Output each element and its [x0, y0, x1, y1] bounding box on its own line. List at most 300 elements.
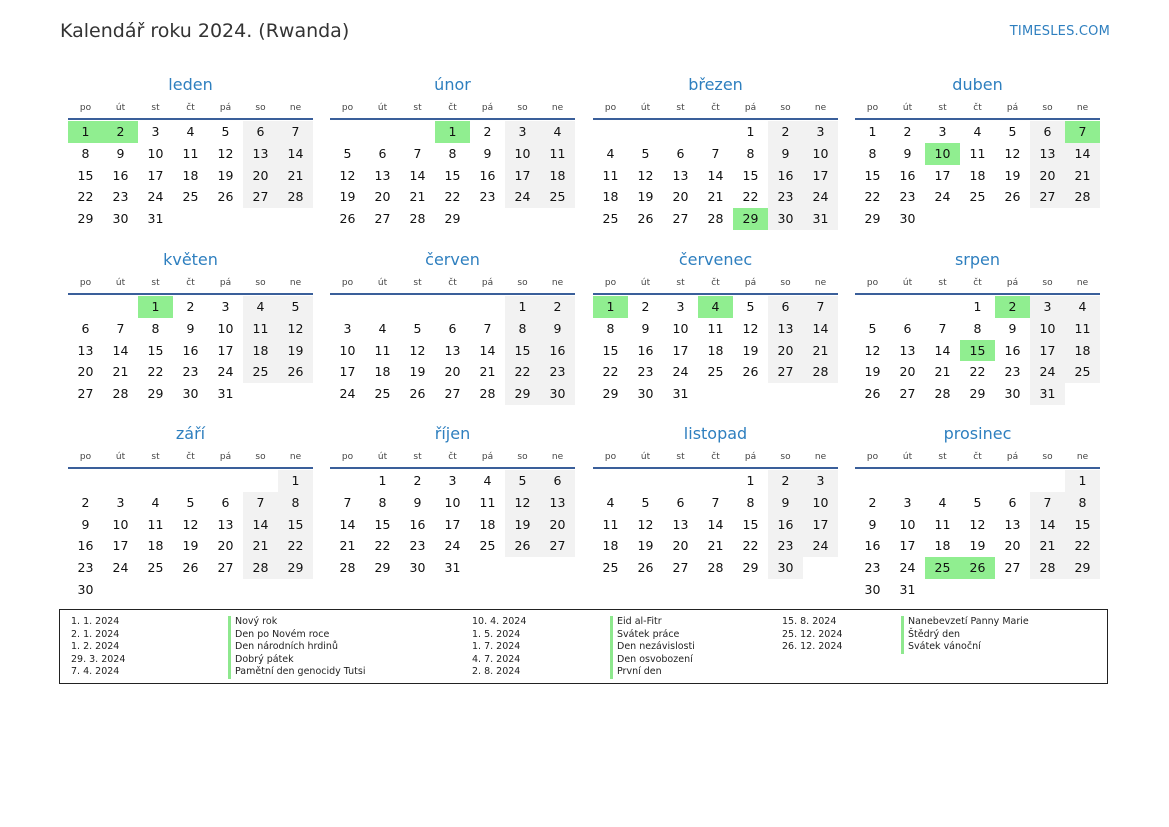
header-rule: [593, 467, 838, 469]
weekday-label: so: [255, 452, 266, 462]
day-cell: 7: [711, 494, 720, 510]
day-grid: [855, 121, 1100, 230]
day-cell: 28: [112, 386, 129, 401]
day-cell: 5: [973, 494, 982, 510]
day-cell: 8: [606, 320, 615, 336]
empty-cell: [330, 121, 365, 143]
day-cell: 1: [505, 296, 540, 318]
day-cell: 18: [147, 538, 164, 554]
weekday-label: čt: [973, 103, 982, 113]
day-cell: 28: [339, 560, 356, 575]
weekday-label: út: [115, 103, 126, 113]
weekday-label: po: [79, 452, 92, 462]
weekday-label: so: [780, 452, 791, 462]
day-cell: 23: [768, 186, 803, 208]
day-cell: 12: [1004, 145, 1021, 161]
day-cell: 13: [540, 492, 575, 514]
holiday-cell: 1: [68, 121, 103, 143]
day-cell: 26: [505, 535, 540, 557]
month-2: [593, 74, 838, 230]
day-cell: 8: [151, 320, 160, 336]
day-cell: 5: [413, 320, 422, 336]
legend-holiday-name: Den osvobození: [610, 654, 693, 667]
weekday-label: čt: [448, 103, 457, 113]
empty-cell: [243, 470, 278, 492]
empty-cell: [698, 121, 733, 143]
day-cell: 1: [746, 124, 755, 139]
day-cell: 16: [112, 167, 129, 183]
legend-date: 10. 4. 2024: [472, 616, 527, 627]
weekday-label: st: [151, 452, 160, 462]
day-cell: 11: [182, 145, 199, 161]
day-cell: 10: [505, 143, 540, 165]
day-cell: 18: [707, 342, 724, 358]
header-rule: [855, 293, 1100, 295]
day-cell: 16: [77, 538, 94, 554]
weekday-header: [855, 449, 1100, 465]
weekday-label: po: [866, 278, 879, 288]
day-cell: 1: [746, 473, 755, 488]
month-11: [855, 423, 1100, 601]
empty-cell: [208, 470, 243, 492]
empty-cell: [330, 470, 365, 492]
day-cell: 3: [803, 470, 838, 492]
day-cell: 20: [444, 364, 461, 380]
day-cell: 8: [746, 494, 755, 510]
day-cell: 21: [803, 340, 838, 362]
day-cell: 25: [182, 189, 199, 205]
empty-cell: [400, 121, 435, 143]
day-cell: 6: [676, 145, 685, 161]
weekday-label: st: [938, 103, 947, 113]
weekday-label: st: [413, 103, 422, 113]
day-cell: 23: [112, 189, 129, 205]
day-cell: 12: [505, 492, 540, 514]
header-rule: [855, 467, 1100, 469]
day-cell: 15: [374, 516, 391, 532]
month-6: [593, 249, 838, 405]
day-cell: 15: [602, 342, 619, 358]
day-cell: 22: [742, 538, 759, 554]
day-cell: 13: [672, 516, 689, 532]
day-cell: 12: [637, 516, 654, 532]
day-cell: 5: [641, 494, 650, 510]
day-cell: 24: [147, 189, 164, 205]
day-cell: 28: [707, 211, 724, 226]
day-cell: 22: [602, 364, 619, 380]
weekday-label: st: [676, 452, 685, 462]
weekday-label: čt: [186, 278, 195, 288]
day-cell: 15: [77, 167, 94, 183]
day-cell: 29: [77, 211, 94, 226]
day-cell: 16: [540, 340, 575, 362]
day-cell: 30: [637, 386, 654, 401]
legend-date: 1. 2. 2024: [71, 641, 120, 652]
day-cell: 12: [409, 342, 426, 358]
day-cell: 14: [339, 516, 356, 532]
weekday-label: ne: [814, 103, 827, 113]
empty-cell: [593, 121, 628, 143]
holiday-cell: 7: [1065, 121, 1100, 143]
month-name: červenec: [678, 250, 753, 269]
day-cell: 10: [803, 143, 838, 165]
day-cell: 9: [81, 516, 90, 532]
day-cell: 16: [899, 167, 916, 183]
day-cell: 21: [409, 189, 426, 205]
month-4: [68, 249, 313, 405]
empty-cell: [400, 296, 435, 318]
holiday-cell: 1: [138, 296, 173, 318]
weekday-label: čt: [973, 278, 982, 288]
day-cell: 26: [217, 189, 234, 205]
day-cell: 4: [938, 494, 947, 510]
day-cell: 31: [444, 560, 461, 575]
header-rule: [330, 118, 575, 120]
weekday-label: čt: [448, 452, 457, 462]
weekday-label: st: [151, 103, 160, 113]
day-cell: 12: [864, 342, 881, 358]
empty-cell: [995, 470, 1030, 492]
day-cell: 6: [448, 320, 457, 336]
day-cell: 28: [707, 560, 724, 575]
day-cell: 3: [151, 124, 160, 139]
day-cell: 22: [278, 535, 313, 557]
weekday-label: út: [902, 452, 913, 462]
month-name: září: [175, 424, 206, 443]
day-cell: 9: [768, 492, 803, 514]
weekday-label: út: [640, 103, 651, 113]
day-grid: [330, 296, 575, 405]
legend-holiday-name: Dobrý pátek: [228, 654, 294, 667]
day-cell: 4: [483, 473, 492, 488]
empty-cell: [138, 470, 173, 492]
day-cell: 18: [1065, 340, 1100, 362]
day-cell: 17: [672, 342, 689, 358]
day-cell: 9: [540, 318, 575, 340]
day-cell: 15: [1065, 514, 1100, 536]
day-cell: 25: [374, 386, 391, 401]
weekday-label: pá: [744, 452, 757, 462]
day-cell: 13: [444, 342, 461, 358]
weekday-label: pá: [481, 103, 494, 113]
day-cell: 7: [803, 296, 838, 318]
weekday-label: st: [413, 452, 422, 462]
day-cell: 12: [278, 318, 313, 340]
day-cell: 23: [768, 535, 803, 557]
weekday-label: so: [780, 278, 791, 288]
day-cell: 12: [339, 167, 356, 183]
month-name: duben: [952, 75, 1003, 94]
day-cell: 30: [1004, 386, 1021, 401]
holiday-cell: 10: [925, 143, 960, 165]
day-cell: 27: [444, 386, 461, 401]
day-cell: 13: [1030, 143, 1065, 165]
weekday-label: ne: [289, 452, 302, 462]
day-cell: 10: [147, 145, 164, 161]
day-cell: 29: [969, 386, 986, 401]
weekday-header: [855, 275, 1100, 291]
weekday-label: ne: [551, 452, 564, 462]
weekday-label: pá: [219, 278, 232, 288]
day-cell: 20: [243, 165, 278, 187]
day-cell: 2: [903, 124, 912, 139]
day-cell: 4: [606, 145, 615, 161]
day-cell: 30: [540, 383, 575, 405]
day-cell: 29: [505, 383, 540, 405]
day-grid: [855, 296, 1100, 405]
day-cell: 25: [479, 538, 496, 554]
day-cell: 5: [746, 299, 755, 314]
day-cell: 5: [278, 296, 313, 318]
day-cell: 31: [899, 581, 916, 597]
day-cell: 2: [483, 124, 492, 139]
weekday-header: [330, 275, 575, 291]
weekday-label: st: [413, 278, 422, 288]
day-cell: 31: [147, 211, 164, 226]
day-cell: 11: [243, 318, 278, 340]
day-cell: 6: [378, 145, 387, 161]
day-cell: 1: [868, 124, 877, 139]
day-cell: 26: [1004, 189, 1021, 205]
day-cell: 27: [77, 386, 94, 401]
day-cell: 7: [938, 320, 947, 336]
day-cell: 24: [339, 386, 356, 401]
weekday-label: pá: [1006, 452, 1019, 462]
day-cell: 30: [864, 581, 881, 597]
day-cell: 11: [479, 494, 496, 510]
month-name: srpen: [954, 250, 1001, 269]
day-cell: 15: [444, 167, 461, 183]
day-cell: 7: [343, 494, 352, 510]
day-cell: 22: [864, 189, 881, 205]
day-cell: 3: [803, 121, 838, 143]
weekday-label: po: [341, 278, 354, 288]
header-rule: [855, 118, 1100, 120]
weekday-label: ne: [551, 103, 564, 113]
day-cell: 6: [81, 320, 90, 336]
day-cell: 25: [969, 189, 986, 205]
day-cell: 4: [186, 124, 195, 139]
day-cell: 20: [374, 189, 391, 205]
day-cell: 26: [864, 386, 881, 401]
weekday-header: [855, 100, 1100, 116]
day-cell: 15: [147, 342, 164, 358]
empty-cell: [68, 470, 103, 492]
day-grid: [593, 296, 838, 405]
weekday-label: st: [676, 103, 685, 113]
day-cell: 19: [864, 364, 881, 380]
empty-cell: [103, 296, 138, 318]
day-cell: 20: [899, 364, 916, 380]
legend-date: 29. 3. 2024: [71, 653, 126, 665]
weekday-label: čt: [448, 278, 457, 288]
day-cell: 7: [711, 145, 720, 161]
day-cell: 14: [1030, 514, 1065, 536]
day-cell: 28: [278, 186, 313, 208]
day-cell: 11: [707, 320, 724, 336]
day-cell: 24: [505, 186, 540, 208]
day-cell: 9: [483, 145, 492, 161]
weekday-label: út: [377, 452, 388, 462]
day-cell: 6: [1008, 494, 1017, 510]
day-cell: 20: [540, 514, 575, 536]
legend-holiday-name: Štědrý den: [901, 629, 960, 642]
month-10: [593, 423, 838, 579]
day-cell: 26: [182, 560, 199, 575]
day-cell: 11: [602, 167, 619, 183]
weekday-label: po: [79, 278, 92, 288]
day-cell: 4: [606, 494, 615, 510]
day-cell: 31: [672, 386, 689, 401]
day-cell: 10: [803, 492, 838, 514]
day-cell: 28: [1030, 557, 1065, 579]
day-cell: 13: [217, 516, 234, 532]
weekday-label: pá: [744, 103, 757, 113]
day-cell: 30: [899, 211, 916, 226]
weekday-header: [68, 449, 313, 465]
day-cell: 14: [278, 143, 313, 165]
day-cell: 17: [217, 342, 234, 358]
day-cell: 4: [1065, 296, 1100, 318]
legend-date: 2. 1. 2024: [71, 628, 120, 640]
day-cell: 18: [969, 167, 986, 183]
day-cell: 28: [803, 361, 838, 383]
day-cell: 24: [112, 560, 129, 575]
weekday-label: so: [1042, 452, 1053, 462]
day-cell: 3: [1030, 296, 1065, 318]
holiday-cell: 2: [995, 296, 1030, 318]
weekday-header: [330, 100, 575, 116]
weekday-label: po: [341, 452, 354, 462]
weekday-label: čt: [186, 103, 195, 113]
day-cell: 14: [409, 167, 426, 183]
day-cell: 7: [483, 320, 492, 336]
day-cell: 22: [77, 189, 94, 205]
empty-cell: [593, 470, 628, 492]
day-cell: 5: [1008, 124, 1017, 139]
day-cell: 5: [868, 320, 877, 336]
holiday-legend: [59, 609, 1108, 684]
day-cell: 30: [77, 581, 94, 597]
empty-cell: [68, 296, 103, 318]
site-link[interactable]: TIMESLES.COM: [1009, 24, 1110, 39]
day-cell: 7: [413, 145, 422, 161]
day-cell: 3: [448, 473, 457, 488]
day-cell: 11: [602, 516, 619, 532]
holiday-cell: 1: [435, 121, 470, 143]
day-cell: 21: [339, 538, 356, 554]
weekday-label: ne: [1076, 278, 1089, 288]
legend-date: 15. 8. 2024: [782, 616, 837, 627]
day-cell: 28: [243, 557, 278, 579]
day-grid: [593, 121, 838, 230]
weekday-label: ne: [814, 452, 827, 462]
day-cell: 9: [868, 516, 877, 532]
weekday-label: so: [517, 103, 528, 113]
day-cell: 10: [899, 516, 916, 532]
day-cell: 5: [641, 145, 650, 161]
day-cell: 15: [864, 167, 881, 183]
day-cell: 8: [448, 145, 457, 161]
day-grid: [855, 470, 1100, 601]
day-grid: [68, 470, 313, 601]
day-cell: 5: [505, 470, 540, 492]
day-cell: 9: [641, 320, 650, 336]
day-cell: 21: [479, 364, 496, 380]
day-cell: 19: [339, 189, 356, 205]
legend-holiday-name: Eid al-Fitr: [610, 616, 662, 629]
day-cell: 1: [973, 299, 982, 314]
day-cell: 13: [899, 342, 916, 358]
legend-holiday-name: Den po Novém roce: [228, 629, 329, 642]
day-grid: [330, 470, 575, 579]
weekday-label: čt: [711, 278, 720, 288]
day-cell: 27: [540, 535, 575, 557]
empty-cell: [855, 470, 890, 492]
day-cell: 13: [243, 143, 278, 165]
day-cell: 3: [343, 320, 352, 336]
day-cell: 20: [672, 538, 689, 554]
day-cell: 25: [602, 211, 619, 226]
day-cell: 18: [540, 165, 575, 187]
day-cell: 25: [243, 361, 278, 383]
month-0: [68, 74, 313, 230]
day-cell: 2: [81, 494, 90, 510]
day-cell: 27: [1030, 186, 1065, 208]
holiday-cell: 15: [960, 340, 995, 362]
day-cell: 14: [112, 342, 129, 358]
day-cell: 26: [742, 364, 759, 380]
month-9: [330, 423, 575, 579]
weekday-label: po: [604, 278, 617, 288]
day-cell: 11: [969, 145, 986, 161]
day-cell: 14: [243, 514, 278, 536]
empty-cell: [925, 470, 960, 492]
day-cell: 8: [278, 492, 313, 514]
legend-holiday-name: Svátek vánoční: [901, 641, 981, 654]
day-cell: 13: [672, 167, 689, 183]
weekday-header: [593, 275, 838, 291]
month-name: leden: [168, 75, 213, 94]
day-cell: 6: [540, 470, 575, 492]
day-cell: 11: [1065, 318, 1100, 340]
weekday-header: [68, 100, 313, 116]
day-cell: 3: [116, 494, 125, 510]
day-cell: 22: [444, 189, 461, 205]
weekday-label: so: [255, 278, 266, 288]
day-cell: 5: [186, 494, 195, 510]
day-cell: 24: [1030, 361, 1065, 383]
day-cell: 10: [1030, 318, 1065, 340]
day-cell: 14: [1065, 143, 1100, 165]
legend-holiday-name: Den nezávislosti: [610, 641, 695, 654]
empty-cell: [925, 296, 960, 318]
day-cell: 20: [1030, 165, 1065, 187]
empty-cell: [663, 470, 698, 492]
day-cell: 15: [505, 340, 540, 362]
day-cell: 30: [768, 208, 803, 230]
day-cell: 16: [637, 342, 654, 358]
day-cell: 16: [409, 516, 426, 532]
day-cell: 9: [1008, 320, 1017, 336]
day-cell: 12: [637, 167, 654, 183]
day-cell: 21: [243, 535, 278, 557]
legend-holiday-name: Den národních hrdinů: [228, 641, 338, 654]
month-name: únor: [434, 75, 471, 94]
month-5: [330, 249, 575, 405]
weekday-label: so: [780, 103, 791, 113]
day-cell: 4: [243, 296, 278, 318]
